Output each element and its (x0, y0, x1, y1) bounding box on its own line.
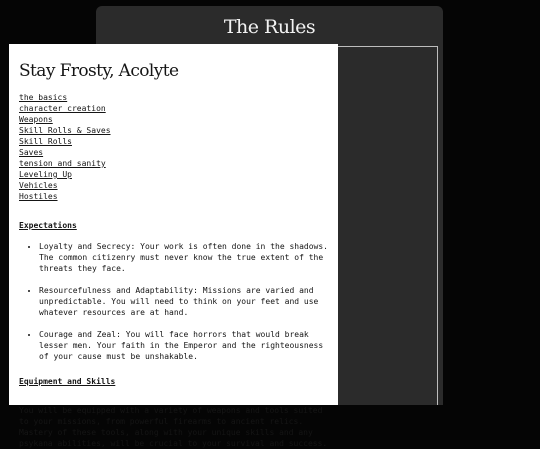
toc-item (19, 191, 329, 202)
page-title: Stay Frosty, Acolyte (19, 61, 179, 81)
toc-link-character-creation[interactable]: character creation (19, 104, 106, 113)
list-item: • Loyalty and Secrecy: Your work is often done in the shadows. The common citizenry must never know the true extent of the threats they face. (39, 241, 329, 274)
toc-item (19, 125, 329, 136)
toc-item (19, 147, 329, 158)
toc-link-vehicles[interactable]: Vehicles (19, 181, 58, 190)
toc-link-skill-rolls[interactable]: Skill Rolls (19, 137, 72, 146)
expectations-list (19, 241, 329, 362)
toc-item (19, 103, 329, 114)
toc-link-saves[interactable]: Saves (19, 148, 44, 157)
equipment-paragraph: You will be equipped with a variety of weapons and tools suited to your missions, from powerful firearms to ancient relics. Mastery of these tools, along with your unique skills and any psykana abilities, will be crucial to your survival and success. (19, 406, 328, 448)
toc-link-tension-and-sanity[interactable]: tension and sanity (19, 159, 106, 168)
toc-item (19, 169, 329, 180)
equipment-heading: Equipment and Skills (19, 377, 116, 386)
toc-item (19, 180, 329, 191)
site-title: The Rules (223, 16, 316, 38)
list-item: • Resourcefulness and Adaptability: Missions are varied and unpredictable. You will need to think on your feet and use whatever resources are at hand. (39, 285, 329, 318)
document-body (19, 60, 329, 449)
toc-item (19, 114, 329, 125)
list-item: • Courage and Zeal: You will face horrors that would break lesser men. Your faith in the Emperor and the righteousness of your cause must be unshakable. (39, 329, 329, 362)
toc-link-weapons[interactable]: Weapons (19, 115, 53, 124)
toc-link-skill-rolls-saves[interactable]: Skill Rolls & Saves (19, 126, 111, 135)
table-of-contents (19, 92, 329, 202)
expectations-heading: Expectations (19, 221, 77, 230)
toc-item (19, 92, 329, 103)
toc-link-hostiles[interactable]: Hostiles (19, 192, 58, 201)
toc-item (19, 158, 329, 169)
content-panel[interactable] (9, 44, 338, 448)
toc-link-the-basics[interactable]: the basics (19, 93, 68, 102)
toc-link-leveling-up[interactable]: Leveling Up (19, 170, 72, 179)
toc-item (19, 136, 329, 147)
